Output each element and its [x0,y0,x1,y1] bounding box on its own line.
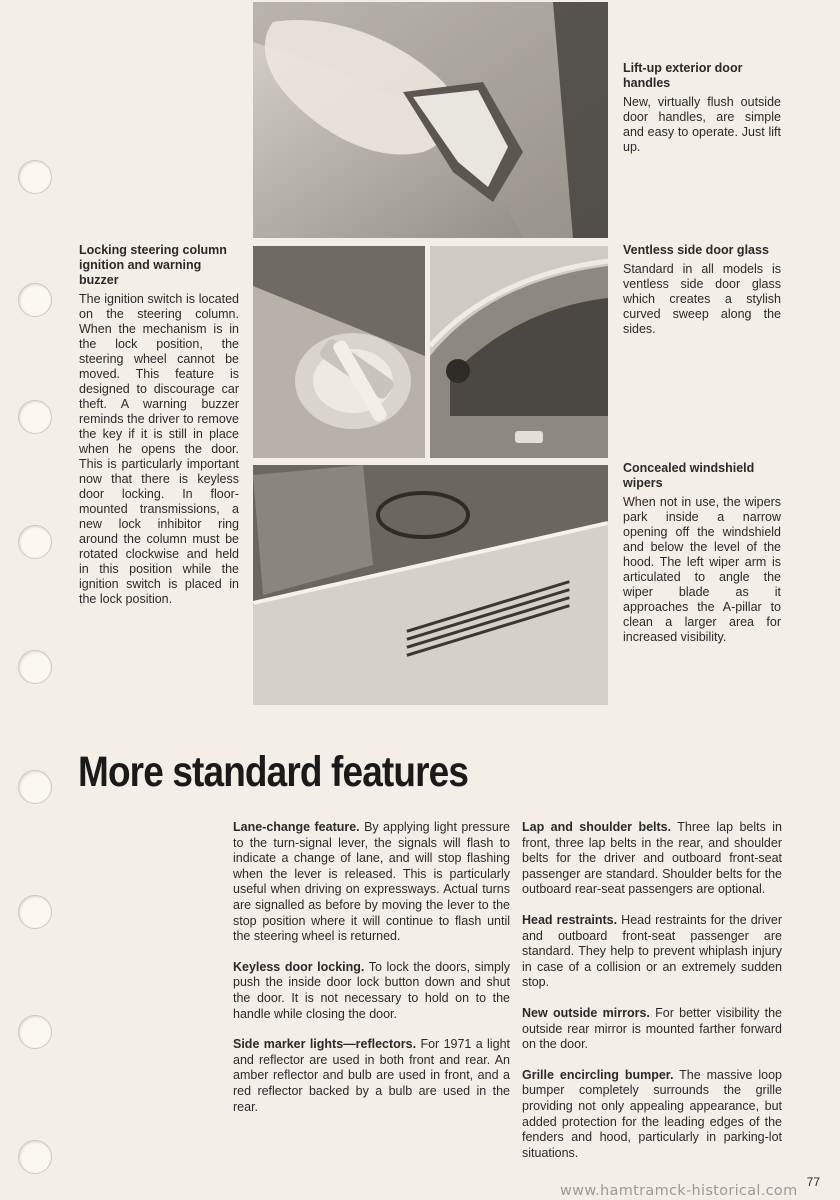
features-left-column [233,820,510,1130]
punch-hole [18,160,52,194]
door-handles-body: New, virtually flush outside door handles, are simple and easy to operate. Just lift up. [623,95,781,154]
page-number: 77 [806,1175,820,1189]
feature-title: Lane-change feature. [233,820,360,834]
windshield-wiper-photo [253,465,608,705]
punch-hole [18,1015,52,1049]
feature-side-markers [233,1037,510,1115]
wipers-title: Concealed windshield wipers [623,461,755,490]
door-handles-caption [623,61,781,155]
punch-hole [18,525,52,559]
ignition-lock-photo [253,246,425,458]
feature-title: Head restraints. [522,912,618,927]
door-handles-title: Lift-up exterior door handles [623,61,743,90]
features-right-column [522,820,782,1176]
feature-body: Head restraints for the driver and outboard front-seat passenger are standard. They help to prevent whiplash injury in case of a collision or an extremely sudden stop. [522,912,782,990]
door-handle-photo [253,2,608,238]
feature-title: Lap and shoulder belts. [522,820,672,834]
feature-lane-change [233,820,510,945]
feature-body: The massive loop bumper completely surrounds the grille providing not only appealing appearance, but added protection for the leading edges of the fenders and hood, particularly in parking-lot situations. [522,1067,782,1160]
door-glass-caption [623,243,781,337]
feature-head-restraints [522,913,782,991]
wipers-caption [623,461,781,645]
punch-hole [18,770,52,804]
punch-hole [18,1140,52,1174]
feature-title: Grille encircling bumper. [522,1067,674,1082]
feature-body: For better visibility the outside rear mirror is mounted farther forward on the door. [522,1005,782,1052]
steering-lock-title: Locking steering column ignition and warning buzzer [79,243,227,287]
feature-outside-mirrors [522,1006,782,1053]
watermark: www.hamtramck-historical.com [560,1183,798,1199]
door-glass-title: Ventless side door glass [623,243,769,257]
section-headline: More standard features [78,748,469,796]
feature-body: For 1971 a light and reflector are used in both front and rear. An amber reflector and bulb are used in front, and a red reflector backed by a bulb are used in the rear. [233,1037,510,1114]
steering-lock-body: The ignition switch is located on the steering column. When the mechanism is in the lock position, the steering wheel cannot be moved. This feature is designed to discourage car theft. A warning buzzer reminds the driver to remove the key if it is still in place when he opens the door. This is particularly important now that there is keyless door locking. In floor-mounted transmissions, a new lock inhibitor ring around the column must be rotated clockwise and held in this position while the ignition switch is placed in the lock position. [79,292,239,606]
feature-title: Keyless door locking. [233,959,365,974]
steering-lock-caption [79,243,239,607]
feature-body: By applying light pressure to the turn-signal lever, the signals will flash to indicate a change of lane, and will stop flashing when the lever is released. This is particularly useful when driving on expressways. Actual turns are signalled as before by moving the lever to the stop position where it will continue to flash until the steering wheel is returned. [233,820,510,944]
feature-body: To lock the doors, simply push the inside door lock button down and shut the door. It is not necessary to hold on to the handle while closing the door. [233,959,510,1021]
feature-title: New outside mirrors. [522,1005,650,1020]
wipers-body: When not in use, the wipers park inside a narrow opening off the windshield and below the level of the hood. The left wiper arm is articulated to angle the wiper blade as it approaches the A-pillar to clean a larger area for increased visibility. [623,495,781,644]
door-glass-body: Standard in all models is ventless side door glass which creates a stylish curved sweep along the sides. [623,262,781,336]
feature-title: Side marker lights—reflectors. [233,1037,417,1052]
feature-body: Three lap belts in front, three lap belts in the rear, and shoulder belts for the driver and outboard front-seat passenger are standard. Shoulder belts for the outboard rear-seat passengers are optional. [522,820,782,897]
punch-hole [18,895,52,929]
punch-hole [18,400,52,434]
feature-belts [522,820,782,898]
punch-hole [18,650,52,684]
side-door-glass-photo [430,246,608,458]
feature-grille-bumper [522,1068,782,1162]
feature-keyless-locking [233,960,510,1022]
punch-hole [18,283,52,317]
